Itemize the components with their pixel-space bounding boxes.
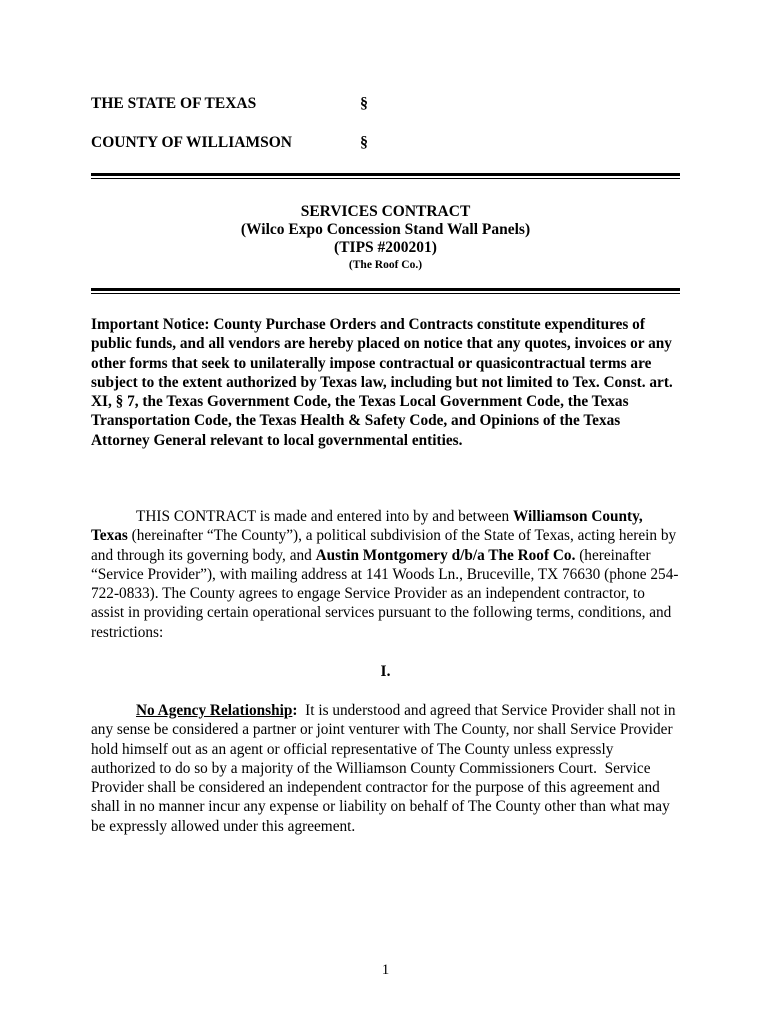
page-number: 1	[381, 962, 390, 978]
intro-part2: (hereinafter “The County”), a political subdivision of the State of Texas, acting herein by and through its governing body, and	[91, 527, 677, 564]
contract-title-block	[91, 203, 680, 273]
county-label: COUNTY OF WILLIAMSON	[91, 134, 292, 151]
intro-paragraph	[91, 507, 680, 642]
section-symbol: §	[360, 134, 368, 151]
rule-thick	[91, 288, 680, 291]
section-number: I.	[380, 663, 391, 680]
provider-name: Austin Montgomery d/b/a The Roof Co.	[315, 546, 576, 564]
intro-part3: (hereinafter “Service Provider”), with mailing address at 141 Woods Ln., Bruceville, TX 76630 (phone 254-722-0833). The County agrees to engage Service Provider as an independent contractor, to assist in providing certain operational services pursuant to the following terms, conditions, and restrictions:	[91, 546, 679, 641]
contract-vendor-name: (The Roof Co.)	[348, 259, 423, 271]
contract-title: SERVICES CONTRACT	[300, 203, 471, 220]
caption-state	[91, 95, 256, 113]
contract-subtitle: (Wilco Expo Concession Stand Wall Panels)	[240, 221, 531, 238]
rule-thin	[91, 293, 680, 294]
state-label: THE STATE OF TEXAS	[91, 95, 257, 112]
section1-heading: No Agency Relationship	[136, 702, 293, 719]
important-notice: Important Notice: County Purchase Orders and Contracts constitute expenditures of public funds, and all vendors are hereby placed on notice that any quotes, invoices or any other forms that seek to unilaterally impose contractual or quasicontractual terms are subject to the extent authorized by Texas law, including but not limited to Tex. Const. art. XI, § 7, the Texas Government Code, the Texas Local Government Code, the Texas Transportation Code, the Texas Health & Safety Code, and Opinions of the Texas Attorney General relevant to local governmental entities.	[91, 316, 673, 449]
rule-thin	[91, 178, 680, 179]
rule-thick	[91, 173, 680, 176]
top-double-rule	[91, 173, 680, 179]
contract-tips-number: (TIPS #200201)	[334, 239, 437, 256]
section-symbol: §	[360, 95, 368, 112]
section1-body: It is understood and agreed that Service Provider shall not in any sense be considered a partner or joint venturer with The County, nor shall Service Provider hold himself out as an agent or official representative of The County unless expressly authorized to do so by a majority of the Williamson County Commissioners Court. Service Provider shall be considered an independent contractor for the purpose of this agreement and shall in no manner incur any expense or liability on behalf of The County other than what may be expressly allowed under this agreement.	[91, 702, 680, 835]
county-name: Williamson County, Texas	[91, 508, 643, 545]
caption-county	[91, 134, 292, 152]
intro-part1: THIS CONTRACT is made and entered into by and between	[136, 508, 513, 525]
heading-colon: :	[292, 702, 298, 719]
section1-paragraph	[91, 701, 680, 836]
bottom-double-rule	[91, 288, 680, 294]
